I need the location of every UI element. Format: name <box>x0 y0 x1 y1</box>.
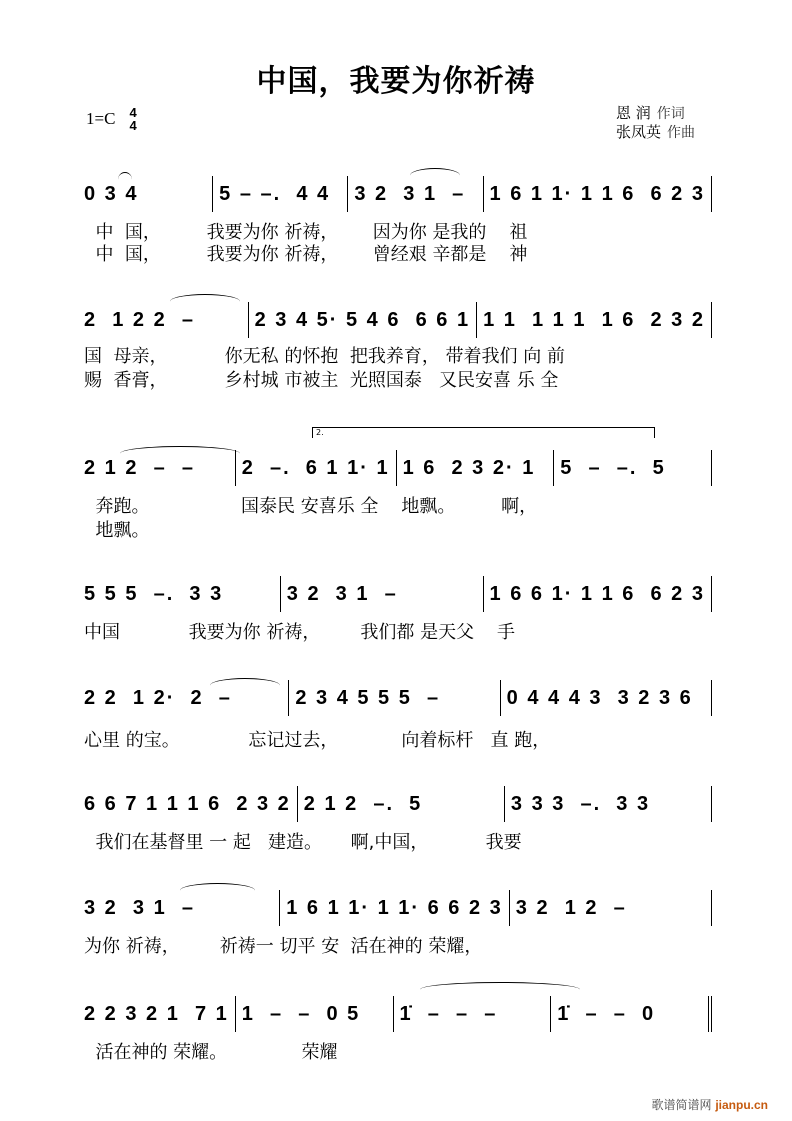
measure: 1 6 1 1· 1 1 6 6 2 3 <box>484 176 712 212</box>
lyric-line: 中 国， 我要为你 祈祷， 曾经艰 辛都是 神 <box>84 244 528 265</box>
time-bottom: 4 <box>129 118 137 133</box>
watermark-text: 歌谱简谱网 <box>651 1098 712 1112</box>
lyric-line: 心里 的宝。 忘记过去， 向着标杆 直 跑， <box>84 730 551 751</box>
lyric-line: 活在神的 荣耀。 荣耀 <box>84 1042 338 1063</box>
measure: 1̇ – – – <box>394 996 552 1032</box>
measure: 1̇ – – 0 <box>551 996 712 1032</box>
lyricist-role: 作词 <box>656 106 685 122</box>
measure: 2 2 1 2· 2 – <box>84 680 289 716</box>
measure: 5 – –. 4 4 <box>213 176 348 212</box>
measure: 2 3 4 5· 5 4 6 6 6 1 <box>249 302 477 338</box>
measure: 2 1 2 2 – <box>84 302 249 338</box>
watermark <box>651 1096 768 1113</box>
lyric-line: 我们在基督里 一 起 建造。 啊,中国， 我要 <box>84 832 522 853</box>
measure: 2 2 3 2 1 7 1 <box>84 996 236 1032</box>
notation-system <box>84 890 712 926</box>
measure: 2 –. 6 1 1· 1 <box>236 450 397 486</box>
measure: 0 4 4 4 3 3 2 3 6 <box>501 680 712 716</box>
measure: 5 5 5 –. 3 3 <box>84 576 281 612</box>
measure: 2 3 4 5 5 5 – <box>289 680 500 716</box>
lyric-line: 奔跑。 国泰民 安喜乐 全 地飘。 啊， <box>84 496 538 517</box>
notation-system <box>84 996 712 1032</box>
lyricist-name: 恩 润 <box>616 104 651 122</box>
lyric-line: 中国 我要为你 祈祷， 我们都 是天父 手 <box>84 622 516 643</box>
lyric-line: 为你 祈祷， 祈祷一 切平 安 活在神的 荣耀， <box>84 936 483 957</box>
volta-bracket: 2. <box>312 427 655 438</box>
notation-system <box>84 786 712 822</box>
lyric-line: 国 母亲， 你无私 的怀抱 把我养育， 带着我们 向 前 <box>84 346 565 367</box>
song-title: 中国，我要为你祈祷 <box>256 64 536 99</box>
time-signature <box>129 106 136 132</box>
composer <box>616 123 695 142</box>
composer-role: 作曲 <box>667 125 696 141</box>
measure: 1 6 6 1· 1 1 6 6 2 3 <box>484 576 712 612</box>
measure: 2 1 2 –. 5 <box>298 786 505 822</box>
watermark-domain: jianpu.cn <box>715 1098 768 1112</box>
measure: 1 6 1 1· 1 1· 6 6 2 3 <box>280 890 510 926</box>
measure: 1 6 2 3 2· 1 <box>397 450 555 486</box>
measure: 6 6 7 1 1 1 6 2 3 2 <box>84 786 298 822</box>
measure: 3 2 3 1 – <box>348 176 483 212</box>
measure: 5 – –. 5 <box>554 450 712 486</box>
notation-system <box>84 176 712 212</box>
composer-name: 张凤英 <box>616 123 662 141</box>
lyric-line: 地飘。 <box>84 520 150 541</box>
key-label: 1=C <box>86 109 116 128</box>
measure: 2 1 2 – – <box>84 450 236 486</box>
lyricist <box>616 104 695 123</box>
lyric-line: 赐 香膏， 乡村城 市被主 光照国泰 又民安喜 乐 全 <box>84 370 559 391</box>
notation-system <box>84 576 712 612</box>
measure: 3 2 1 2 – <box>510 890 712 926</box>
lyric-line: 中 国， 我要为你 祈祷， 因为你 是我的 祖 <box>84 222 528 243</box>
measure: 0 3 4 <box>84 176 213 212</box>
measure: 3 3 3 –. 3 3 <box>505 786 712 822</box>
time-top: 4 <box>129 105 137 120</box>
measure: 3 2 3 1 – <box>84 890 280 926</box>
measure: 1 – – 0 5 <box>236 996 394 1032</box>
measure: 3 2 3 1 – <box>281 576 484 612</box>
notation-system <box>84 680 712 716</box>
credits <box>616 104 695 142</box>
key-signature <box>86 106 137 132</box>
measure: 1 1 1 1 1 1 6 2 3 2 <box>477 302 712 338</box>
